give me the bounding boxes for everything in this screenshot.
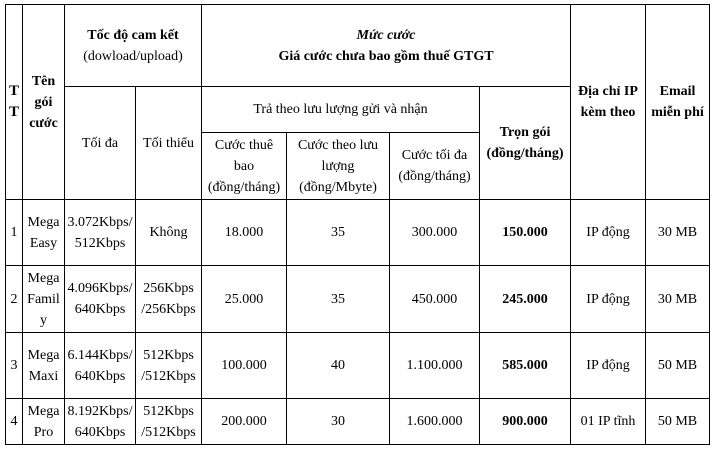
cell-traffic-fee: 35 [287, 266, 390, 333]
speed-title: Tốc độ cam kết [87, 27, 179, 43]
pricing-table [5, 4, 710, 445]
cell-subscription-fee: 200.000 [202, 399, 287, 445]
col-header-subscription-fee: Cước thuê bao (đồng/tháng) [202, 133, 287, 200]
fee-title: Mức cước [356, 27, 416, 43]
cell-package-name: MegaPro [23, 399, 65, 445]
cell-max-fee: 1.600.000 [390, 399, 480, 445]
cell-package-name: MegaMaxi [23, 333, 65, 399]
cell-stt: 4 [6, 399, 23, 445]
cell-speed-min: 256Kbps /256Kbps [136, 266, 202, 333]
table-row [6, 399, 710, 445]
table-body [6, 5, 710, 445]
col-header-speed-max: Tối đa [65, 87, 136, 200]
table-row [6, 333, 710, 399]
cell-speed-max: 4.096Kbps/ 640Kbps [65, 266, 136, 333]
fee-subtitle: Giá cước chưa bao gồm thuế GTGT [278, 48, 494, 64]
col-header-ip: Địa chỉ IP kèm theo [571, 5, 646, 200]
cell-subscription-fee: 100.000 [202, 333, 287, 399]
cell-max-fee: 1.100.000 [390, 333, 480, 399]
col-header-fee [202, 5, 571, 87]
cell-speed-min: Không [136, 200, 202, 266]
col-header-max-fee: Cước tối đa (đồng/tháng) [390, 133, 480, 200]
cell-flat-fee: 900.000 [480, 399, 571, 445]
cell-subscription-fee: 25.000 [202, 266, 287, 333]
col-header-traffic: Trả theo lưu lượng gửi và nhận [202, 87, 480, 133]
col-header-email: Email miễn phí [646, 5, 710, 200]
col-header-speed-min: Tối thiểu [136, 87, 202, 200]
cell-speed-max: 3.072Kbps/ 512Kbps [65, 200, 136, 266]
cell-max-fee: 300.000 [390, 200, 480, 266]
cell-flat-fee: 150.000 [480, 200, 571, 266]
speed-subtitle: (dowload/upload) [83, 48, 183, 64]
cell-traffic-fee: 30 [287, 399, 390, 445]
cell-speed-min: 512Kbps /512Kbps [136, 399, 202, 445]
cell-stt: 2 [6, 266, 23, 333]
cell-flat-fee: 585.000 [480, 333, 571, 399]
cell-speed-max: 8.192Kbps/ 640Kbps [65, 399, 136, 445]
col-header-package-name: Tên gói cước [23, 5, 65, 200]
cell-subscription-fee: 18.000 [202, 200, 287, 266]
cell-ip: 01 IP tĩnh [571, 399, 646, 445]
cell-package-name: MegaFamily [23, 266, 65, 333]
cell-stt: 3 [6, 333, 23, 399]
cell-email: 30 MB [646, 200, 710, 266]
cell-ip: IP động [571, 200, 646, 266]
cell-flat-fee: 245.000 [480, 266, 571, 333]
cell-email: 50 MB [646, 333, 710, 399]
col-header-stt: TT [6, 5, 23, 200]
col-header-flat-fee: Trọn gói (đồng/tháng) [480, 87, 571, 200]
cell-traffic-fee: 40 [287, 333, 390, 399]
table-row [6, 200, 710, 266]
cell-speed-min: 512Kbps /512Kbps [136, 333, 202, 399]
cell-email: 50 MB [646, 399, 710, 445]
cell-email: 30 MB [646, 266, 710, 333]
cell-ip: IP động [571, 266, 646, 333]
cell-max-fee: 450.000 [390, 266, 480, 333]
col-header-traffic-fee: Cước theo lưu lượng (đồng/Mbyte) [287, 133, 390, 200]
cell-speed-max: 6.144Kbps/ 640Kbps [65, 333, 136, 399]
col-header-speed [65, 5, 202, 87]
table-row [6, 266, 710, 333]
cell-ip: IP động [571, 333, 646, 399]
cell-stt: 1 [6, 200, 23, 266]
cell-package-name: MegaEasy [23, 200, 65, 266]
cell-traffic-fee: 35 [287, 200, 390, 266]
header-row-1 [6, 5, 710, 87]
